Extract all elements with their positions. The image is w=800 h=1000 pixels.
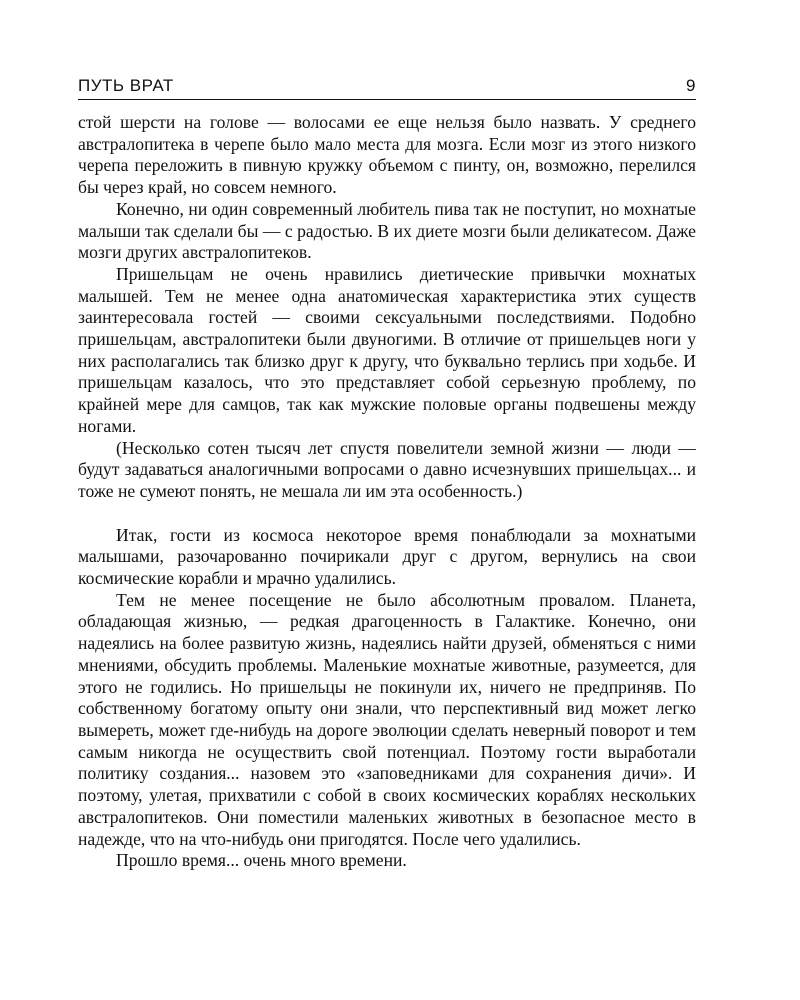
paragraph: Конечно, ни один современный любитель пива так не поступит, но мохнатые малыши так сделали бы — с радостью. В их диете мозги были деликатесом. Даже мозги других австралопитеков.	[78, 198, 696, 263]
section-break	[78, 503, 696, 525]
paragraph: Прошло время... очень много времени.	[116, 850, 407, 871]
paragraph-continued: стой шерсти на голове — волосами ее еще нельзя было назвать. У среднего австралопитека в черепе было мало места для мозга. Если мозг из этого низкого черепа переложить в пивную кружку объемом с пинту, он, возможно, перелился бы через край, но совсем немного.	[78, 112, 696, 198]
paragraph: Тем не менее посещение не было абсолютным провалом. Планета, обладающая жизнью, — редкая драгоценность в Галактике. Конечно, они надеялись на более развитую жизнь, надеялись найти друзей, обменяться с ними мнениями, обсудить проблемы. Маленькие мохнатые животные, разумеется, для этого не годились. Но пришельцы не покинули их, ничего не предприняв. По собственному богатому опыту они знали, что перспективный вид может легко вымереть, может где-нибудь на дороге эволюции сделать неверный поворот и тем самым никогда не осуществить свой потенциал. Поэтому гости выработали политику создания... назовем это «заповедниками для сохранения дичи». И поэтому, улетая, прихватили с собой в своих космических кораблях нескольких австралопитеков. Они поместили маленьких животных в безопасное место в надежде, что на что-нибудь они пригодятся. После чего удалились.	[78, 589, 696, 849]
page-body	[78, 112, 696, 872]
running-title: ПУТЬ ВРАТ	[78, 76, 174, 95]
page-number: 9	[686, 76, 696, 95]
running-header	[78, 76, 696, 100]
paragraph: Итак, гости из космоса некоторое время понаблюдали за мохнатыми малышами, разочарованно почирикали друг с другом, вернулись на свои космические корабли и мрачно удалились.	[78, 524, 696, 589]
paragraph: (Несколько сотен тысяч лет спустя повелители земной жизни — люди — будут задаваться аналогичными вопросами о давно исчезнувших пришельцах... и тоже не сумеют понять, не мешала ли им эта особенность.)	[78, 437, 696, 501]
paragraph: Пришельцам не очень нравились диетические привычки мохнатых малышей. Тем не менее одна анатомическая характеристика этих существ заинтересовала гостей — своими сексуальными последствиями. Подобно пришельцам, австралопитеки были двуногими. В отличие от пришельцев ноги у них располагались так близко друг к другу, что буквально терлись при ходьбе. И пришельцам казалось, что это представляет собой серьезную проблему, по крайней мере для самцов, так как мужские половые органы подвешены между ногами.	[78, 263, 696, 436]
